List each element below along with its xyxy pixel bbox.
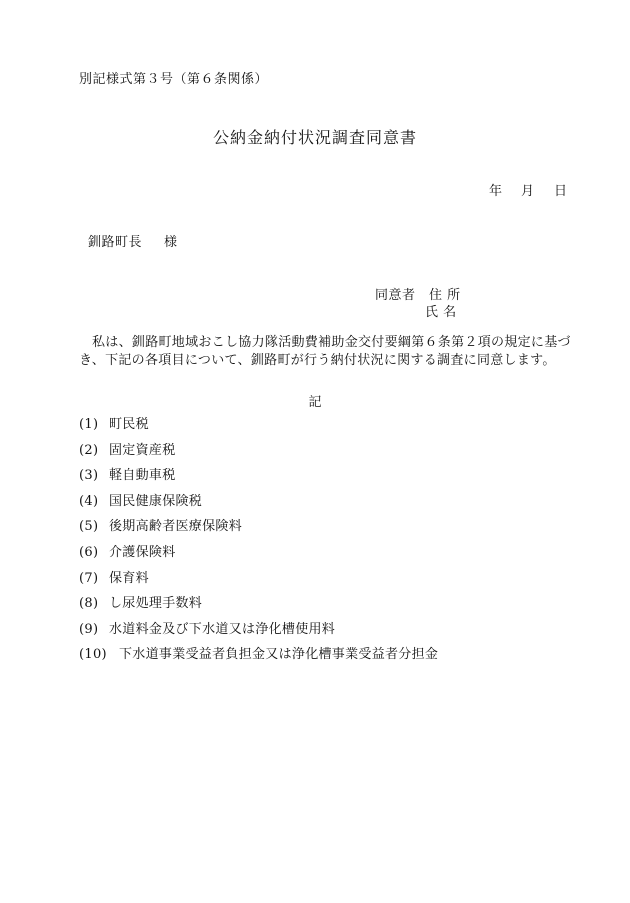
address-label: 住 所 xyxy=(429,288,461,303)
item-text: 町民税 xyxy=(109,417,149,432)
item-number: (4) xyxy=(79,493,99,509)
ki-heading: 記 xyxy=(308,395,322,410)
item-number: (7) xyxy=(79,570,99,586)
item-text: 後期高齢者医療保険料 xyxy=(109,519,243,535)
list-item xyxy=(79,621,438,647)
item-number: (6) xyxy=(79,544,99,560)
list-item xyxy=(79,544,438,570)
item-number: (3) xyxy=(79,468,99,484)
name-label: 氏 名 xyxy=(425,305,457,320)
addressee xyxy=(88,231,178,250)
list-item xyxy=(79,467,438,493)
item-text: 保育料 xyxy=(109,570,149,586)
item-text: 水道料金及び下水道又は浄化槽使用料 xyxy=(109,621,336,637)
item-text: 下水道事業受益者負担金又は浄化槽事業受益者分担金 xyxy=(119,647,439,663)
list-item xyxy=(79,493,438,519)
date-month-label: 月 xyxy=(521,184,535,199)
addressee-name: 釧路町長 xyxy=(88,235,143,250)
item-text: 国民健康保険税 xyxy=(109,493,203,509)
consenter-label: 同意者 xyxy=(375,288,416,303)
document-title: 公納金納付状況調査同意書 xyxy=(212,128,417,147)
item-text: 軽自動車税 xyxy=(109,468,176,484)
item-number: (1) xyxy=(79,417,99,432)
list-item xyxy=(79,570,438,596)
list-item xyxy=(79,595,438,621)
date-year-label: 年 xyxy=(489,184,503,199)
item-number: (2) xyxy=(79,442,99,458)
item-text: 固定資産税 xyxy=(109,442,176,458)
list-item xyxy=(79,442,438,468)
item-list xyxy=(79,416,438,672)
item-number: (10) xyxy=(79,647,107,663)
list-item xyxy=(79,646,438,672)
consent-statement: 私は、釧路町地域おこし協力隊活動費補助金交付要綱第６条第２項の規定に基づき、下記の各項目について、釧路町が行う納付状況に関する調査に同意します。 xyxy=(79,335,571,368)
item-text: 介護保険料 xyxy=(109,544,176,560)
item-number: (5) xyxy=(79,519,99,535)
list-item xyxy=(79,518,438,544)
date-day-label: 日 xyxy=(554,184,568,199)
form-label: 別記様式第３号（第６条関係） xyxy=(79,72,269,87)
item-text: し尿処理手数料 xyxy=(109,596,203,612)
addressee-honorific: 様 xyxy=(164,235,178,250)
item-number: (9) xyxy=(79,621,99,637)
item-number: (8) xyxy=(79,596,99,612)
list-item xyxy=(79,416,438,442)
consenter-name-line xyxy=(425,301,457,320)
